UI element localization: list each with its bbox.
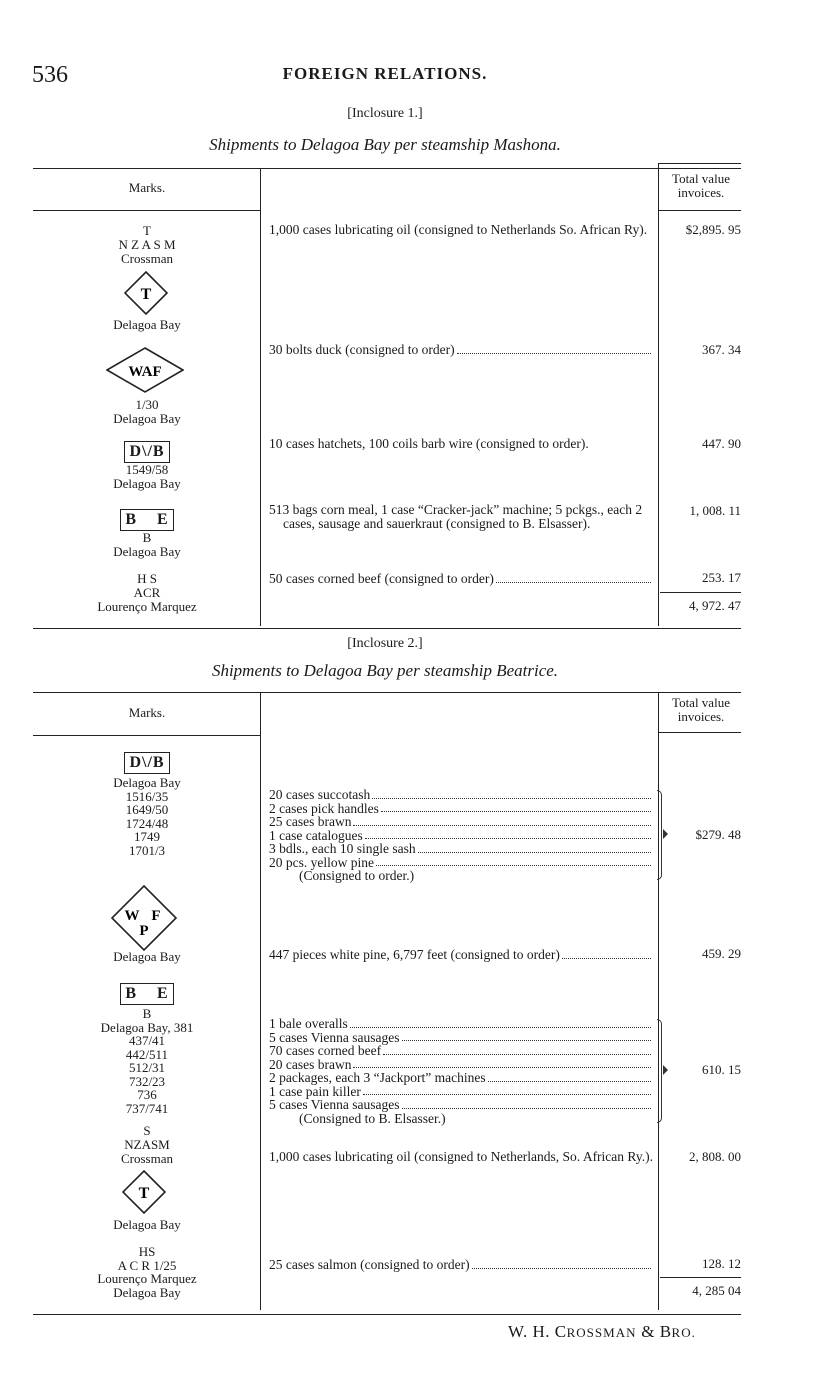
table-row-marks: S NZASM Crossman — [121, 1123, 173, 1166]
table-row-marks: D\/B 1549/58 Delagoa Bay — [113, 443, 181, 491]
table-row-marks: B E B Delagoa Bay, 381 437/41 442/511 512/31 732/23 736 737/741 — [100, 985, 194, 1116]
list-item: 20 cases brawn — [269, 1058, 653, 1072]
svg-text:P: P — [139, 923, 149, 939]
table-row-value: 367. 34 — [702, 342, 741, 357]
list-item: 3 bdls., each 10 single sash — [269, 842, 653, 856]
inclosure-2-caption: Shipments to Delagoa Bay per steamship Beatrice. — [211, 661, 559, 680]
consignment-note: (Consigned to B. Elsasser.) — [299, 1110, 446, 1126]
table-row-value: 253. 17 — [702, 570, 741, 585]
column-divider — [260, 692, 261, 1310]
table-row-description: 30 bolts duck (consigned to order) — [269, 343, 653, 357]
table-rule — [33, 168, 741, 169]
list-item: 2 packages, each 3 “Jackport” machines — [269, 1071, 653, 1085]
table-row-value: 610. 15 — [702, 1062, 741, 1077]
table-rule — [33, 210, 260, 211]
table-rule — [33, 735, 260, 736]
column-divider — [658, 692, 659, 1310]
table-row-marks: B E B Delagoa Bay — [113, 511, 181, 559]
diamond-mark-icon — [110, 884, 178, 952]
inclosure-1-caption: Shipments to Delagoa Bay per steamship Mashona. — [209, 135, 561, 154]
total-header: Total value invoices. — [672, 171, 730, 200]
list-item: 5 cases Vienna sausages — [269, 1098, 653, 1112]
table-row-value: 447. 90 — [702, 436, 741, 451]
table-rule — [658, 210, 741, 211]
table-row-description: 513 bags corn meal, 1 case “Cracker-jack” machine; 5 pckgs., each 2 cases, sausage and sauerkraut (consigned to B. Elsasser). — [269, 502, 643, 531]
svg-text:F: F — [151, 908, 161, 924]
svg-text:T: T — [140, 286, 152, 303]
svg-text:W: W — [124, 908, 140, 924]
table-row-value: 2, 808. 00 — [689, 1149, 741, 1164]
item-list — [269, 1017, 653, 1126]
table-row-value: 459. 29 — [702, 946, 741, 961]
list-item: 1 case catalogues — [269, 829, 653, 843]
table-total: 4, 285 04 — [692, 1283, 741, 1298]
table-row-value: $279. 48 — [695, 827, 741, 842]
table-row-marks: Delagoa Bay — [113, 949, 181, 964]
table-row-value: $2,895. 95 — [685, 222, 741, 237]
table-row-marks: H S ACR Lourenço Marquez — [97, 571, 197, 614]
table-rule — [33, 628, 741, 629]
consignment-note: (Consigned to order.) — [299, 868, 415, 883]
table-row-marks: 1/30 Delagoa Bay — [113, 397, 181, 426]
list-item: 25 cases brawn — [269, 815, 653, 829]
table-row-description: 50 cases corned beef (consigned to order) — [269, 572, 653, 586]
table-rule — [658, 163, 741, 164]
box-mark: B E — [120, 983, 173, 1005]
list-item: 1 case pain killer — [269, 1085, 653, 1099]
table-row-description: 1,000 cases lubricating oil (consigned to Netherlands, So. African Ry.). — [269, 1149, 653, 1164]
running-title: FOREIGN RELATIONS. — [282, 64, 488, 83]
total-header: Total value invoices. — [672, 695, 730, 724]
table-row-marks: Delagoa Bay — [113, 1217, 181, 1232]
diamond-mark-icon — [122, 1170, 166, 1214]
marks-header: Marks. — [128, 705, 166, 720]
sum-rule — [660, 1277, 741, 1278]
table-row-description: 25 cases salmon (consigned to order) — [269, 1258, 653, 1272]
box-mark: D\/B — [124, 752, 169, 774]
list-item: 70 cases corned beef — [269, 1044, 653, 1058]
sum-rule — [660, 592, 741, 593]
table-row-marks: T N Z A S M Crossman — [118, 223, 176, 266]
list-item: 1 bale overalls — [269, 1017, 653, 1031]
table-row-description: 1,000 cases lubricating oil (consigned to Netherlands So. African Ry). — [269, 222, 648, 237]
table-row-description: 447 pieces white pine, 6,797 feet (consigned to order) — [269, 948, 653, 962]
inclosure-1-label: [Inclosure 1.] — [347, 106, 423, 121]
table-row-marks: Delagoa Bay — [113, 317, 181, 332]
table-rule — [33, 1314, 741, 1315]
page-number: 536 — [32, 62, 68, 88]
table-rule — [658, 732, 741, 733]
column-divider — [260, 168, 261, 626]
svg-text:WAF: WAF — [128, 364, 162, 380]
signature: W. H. CROSSMAN & BRO. — [508, 1322, 696, 1341]
table-row-marks: D\/B Delagoa Bay 1516/35 1649/50 1724/48 1749 1701/3 — [113, 754, 181, 858]
box-mark: B E — [120, 509, 173, 531]
table-rule — [33, 692, 741, 693]
list-item: 2 cases pick handles — [269, 802, 653, 816]
list-item: 20 cases succotash — [269, 788, 653, 802]
list-item: 5 cases Vienna sausages — [269, 1031, 653, 1045]
diamond-mark-icon — [124, 271, 168, 315]
svg-text:T: T — [138, 1185, 150, 1202]
inclosure-2-label: [Inclosure 2.] — [347, 636, 423, 651]
table-row-value: 128. 12 — [702, 1256, 741, 1271]
marks-header: Marks. — [128, 180, 166, 195]
diamond-mark-icon — [106, 347, 184, 393]
item-list — [269, 788, 653, 883]
list-item: 20 pcs. yellow pine — [269, 856, 653, 870]
table-row-description: 10 cases hatchets, 100 coils barb wire (consigned to order). — [269, 436, 589, 451]
table-row-marks: HS A C R 1/25 Lourenço Marquez Delagoa Bay — [97, 1244, 197, 1300]
table-total: 4, 972. 47 — [689, 598, 741, 613]
table-row-value: 1, 008. 11 — [689, 503, 741, 518]
box-mark: D\/B — [124, 441, 169, 463]
